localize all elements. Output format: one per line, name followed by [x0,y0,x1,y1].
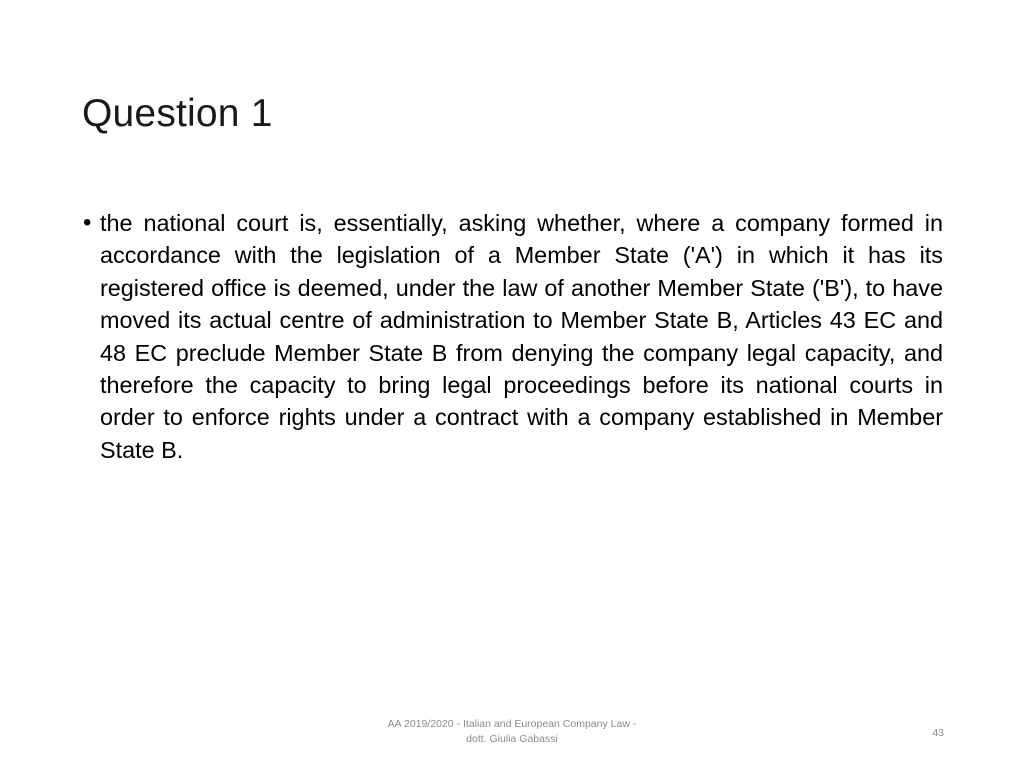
slide-title: Question 1 [82,92,273,135]
footer-line-2: dott. Giulia Gabassi [466,733,558,745]
bullet-dot-icon: • [83,209,92,236]
bullet-text: the national court is, essentially, asking whether, where a company formed in accordance with the legislation of a Member State ('A') in which it has its registered office is deemed, under the law of another Member State ('B'), to have moved its actual centre of administration to Member State B, Articles 43 EC and 48 EC preclude Member State B from denying the company legal capacity, and therefore the capacity to bring legal proceedings before its national courts in order to enforce rights under a contract with a company established in Member State B. [100,210,943,463]
footer-caption [366,717,658,747]
page-number: 43 [932,727,944,739]
bullet-list [83,207,943,466]
bullet-item [83,207,943,466]
footer-line-1: AA 2019/2020 - Italian and European Company Law - [387,718,637,730]
